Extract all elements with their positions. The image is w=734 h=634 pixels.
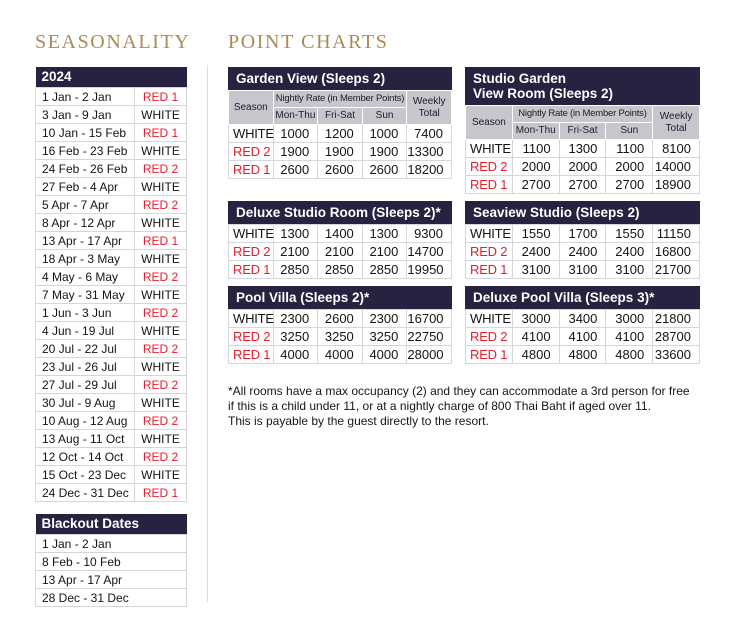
rate-cell: 3100 (606, 261, 653, 279)
rate-row (466, 140, 700, 158)
weekly-total-cell: 21800 (653, 310, 700, 328)
season-cell: RED 2 (229, 143, 274, 161)
blackout-row (36, 571, 187, 589)
date-range-cell: 13 Aug - 11 Oct (36, 430, 135, 448)
day-column-header: Sun (362, 108, 407, 125)
season-cell: WHITE (229, 310, 274, 328)
room-table-title: Studio Garden View Room (Sleeps 2) (465, 67, 700, 105)
season-cell: RED 2 (135, 160, 187, 178)
season-row (36, 178, 187, 196)
rate-cell: 1700 (559, 225, 606, 243)
rate-cell: 4100 (512, 328, 559, 346)
season-cell: WHITE (466, 225, 513, 243)
rate-cell: 1900 (362, 143, 407, 161)
rate-row (229, 143, 452, 161)
season-column-header: Season (229, 91, 274, 125)
rate-row (229, 225, 452, 243)
blackout-row (36, 535, 187, 553)
rate-row (229, 310, 452, 328)
season-cell: RED 1 (135, 88, 187, 106)
season-cell: RED 1 (229, 346, 274, 364)
rate-row (466, 346, 700, 364)
date-range-cell: 15 Oct - 23 Dec (36, 466, 135, 484)
weekly-total-cell: 7400 (407, 125, 452, 143)
rate-cell: 2000 (512, 158, 559, 176)
season-cell: WHITE (466, 310, 513, 328)
rate-cell: 2850 (362, 261, 407, 279)
rate-cell: 2600 (273, 161, 318, 179)
season-column-header: Season (466, 106, 513, 140)
rate-cell: 1400 (318, 225, 363, 243)
room-table-title: Garden View (Sleeps 2) (228, 67, 452, 90)
season-row (36, 484, 187, 502)
season-cell: RED 2 (229, 328, 274, 346)
rate-cell: 3400 (559, 310, 606, 328)
rate-cell: 2850 (273, 261, 318, 279)
season-row (36, 466, 187, 484)
rate-row (466, 158, 700, 176)
nightly-rate-header: Nightly Rate (in Member Points) (273, 91, 407, 108)
date-range-cell: 27 Feb - 4 Apr (36, 178, 135, 196)
date-range-cell: 1 Jun - 3 Jun (36, 304, 135, 322)
weekly-total-cell: 28000 (407, 346, 452, 364)
season-cell: RED 1 (135, 484, 187, 502)
season-cell: RED 2 (466, 243, 513, 261)
weekly-total-cell: 33600 (653, 346, 700, 364)
season-cell: RED 2 (466, 158, 513, 176)
table-studio-garden-view-room (465, 67, 700, 194)
season-row (36, 394, 187, 412)
rate-cell: 1300 (362, 225, 407, 243)
room-table-title: Deluxe Pool Villa (Sleeps 3)* (465, 286, 700, 309)
season-cell: WHITE (135, 466, 187, 484)
footnote-line: This is payable by the guest directly to the resort. (228, 414, 489, 428)
date-range-cell: 1 Jan - 2 Jan (36, 535, 187, 553)
nightly-rate-header: Nightly Rate (in Member Points) (512, 106, 652, 123)
footnote-line: *All rooms have a max occupancy (2) and they can accommodate a 3rd person for free (228, 384, 690, 398)
point-charts-grid (228, 67, 706, 364)
season-cell: WHITE (135, 322, 187, 340)
rate-subheader (466, 106, 700, 140)
rate-cell: 2600 (318, 161, 363, 179)
season-row (36, 430, 187, 448)
rate-cell: 2700 (559, 176, 606, 194)
season-cell: RED 1 (229, 161, 274, 179)
season-row (36, 160, 187, 178)
rate-cell: 1000 (362, 125, 407, 143)
season-cell: WHITE (135, 430, 187, 448)
rate-row (229, 125, 452, 143)
rate-cell: 2700 (606, 176, 653, 194)
weekly-total-cell: 19950 (407, 261, 452, 279)
date-range-cell: 24 Dec - 31 Dec (36, 484, 135, 502)
season-cell: RED 2 (135, 412, 187, 430)
seasonality-2024-table (35, 67, 187, 502)
weekly-total-header: Weekly Total (407, 91, 452, 125)
season-cell: RED 2 (229, 243, 274, 261)
day-column-header: Fri-Sat (559, 123, 606, 140)
season-row (36, 214, 187, 232)
rate-cell: 2100 (318, 243, 363, 261)
date-range-cell: 27 Jul - 29 Jul (36, 376, 135, 394)
rate-cell: 2100 (273, 243, 318, 261)
rate-cell: 4800 (512, 346, 559, 364)
rate-cell: 1900 (273, 143, 318, 161)
rate-cell: 3250 (273, 328, 318, 346)
season-row (36, 322, 187, 340)
weekly-total-cell: 8100 (653, 140, 700, 158)
rate-cell: 2000 (606, 158, 653, 176)
rate-row (229, 161, 452, 179)
weekly-total-cell: 14000 (653, 158, 700, 176)
rate-cell: 4000 (318, 346, 363, 364)
season-cell: RED 2 (135, 304, 187, 322)
blackout-row (36, 589, 187, 607)
rate-row (229, 261, 452, 279)
weekly-total-cell: 22750 (407, 328, 452, 346)
rate-cell: 1000 (273, 125, 318, 143)
date-range-cell: 8 Apr - 12 Apr (36, 214, 135, 232)
rate-cell: 1550 (512, 225, 559, 243)
point-charts-section (228, 31, 706, 429)
blackout-row (36, 553, 187, 571)
season-cell: WHITE (466, 140, 513, 158)
weekly-total-cell: 13300 (407, 143, 452, 161)
season-row (36, 340, 187, 358)
season-cell: WHITE (135, 394, 187, 412)
season-cell: RED 2 (135, 268, 187, 286)
rate-cell: 3000 (606, 310, 653, 328)
season-row (36, 196, 187, 214)
date-range-cell: 13 Apr - 17 Apr (36, 571, 187, 589)
rate-cell: 1100 (512, 140, 559, 158)
rate-row (466, 243, 700, 261)
day-column-header: Mon-Thu (273, 108, 318, 125)
weekly-total-cell: 21700 (653, 261, 700, 279)
rate-cell: 2300 (362, 310, 407, 328)
weekly-total-cell: 14700 (407, 243, 452, 261)
rate-cell: 1300 (559, 140, 606, 158)
date-range-cell: 7 May - 31 May (36, 286, 135, 304)
rate-cell: 3000 (512, 310, 559, 328)
season-row (36, 250, 187, 268)
season-row (36, 88, 187, 106)
date-range-cell: 8 Feb - 10 Feb (36, 553, 187, 571)
season-row (36, 376, 187, 394)
season-row (36, 412, 187, 430)
rate-cell: 1100 (606, 140, 653, 158)
rate-cell: 4000 (362, 346, 407, 364)
rate-cell: 4000 (273, 346, 318, 364)
table-garden-view (228, 67, 452, 179)
rate-cell: 3100 (559, 261, 606, 279)
rate-row (229, 328, 452, 346)
table-seaview-studio (465, 201, 700, 279)
date-range-cell: 10 Jan - 15 Feb (36, 124, 135, 142)
day-column-header: Sun (606, 123, 653, 140)
day-column-header: Mon-Thu (512, 123, 559, 140)
season-cell: WHITE (135, 142, 187, 160)
date-range-cell: 4 May - 6 May (36, 268, 135, 286)
season-cell: RED 2 (466, 328, 513, 346)
season-cell: RED 1 (135, 232, 187, 250)
weekly-total-cell: 9300 (407, 225, 452, 243)
date-range-cell: 13 Apr - 17 Apr (36, 232, 135, 250)
rate-cell: 2850 (318, 261, 363, 279)
date-range-cell: 23 Jul - 26 Jul (36, 358, 135, 376)
season-row (36, 358, 187, 376)
table-deluxe-pool-villa (465, 286, 700, 364)
weekly-total-cell: 16700 (407, 310, 452, 328)
rate-row (466, 328, 700, 346)
year-header: 2024 (36, 67, 187, 88)
rate-cell: 1200 (318, 125, 363, 143)
season-row (36, 304, 187, 322)
season-cell: RED 2 (135, 376, 187, 394)
day-column-header: Fri-Sat (318, 108, 363, 125)
season-row (36, 106, 187, 124)
rate-cell: 4800 (606, 346, 653, 364)
date-range-cell: 30 Jul - 9 Aug (36, 394, 135, 412)
season-row (36, 286, 187, 304)
rate-cell: 2300 (273, 310, 318, 328)
date-range-cell: 18 Apr - 3 May (36, 250, 135, 268)
rate-cell: 4100 (606, 328, 653, 346)
date-range-cell: 24 Feb - 26 Feb (36, 160, 135, 178)
season-cell: RED 1 (466, 176, 513, 194)
date-range-cell: 28 Dec - 31 Dec (36, 589, 187, 607)
rate-cell: 3250 (318, 328, 363, 346)
rate-row (466, 310, 700, 328)
rate-row (466, 176, 700, 194)
weekly-total-cell: 16800 (653, 243, 700, 261)
rate-cell: 4100 (559, 328, 606, 346)
rate-cell: 1550 (606, 225, 653, 243)
season-cell: WHITE (135, 250, 187, 268)
season-cell: RED 2 (135, 448, 187, 466)
point-charts-heading: POINT CHARTS (228, 31, 389, 53)
footnote-line: if this is a child under 11, or at a nightly charge of 800 Thai Baht if aged over 11. (228, 399, 651, 413)
rate-cell: 4800 (559, 346, 606, 364)
season-cell: WHITE (229, 125, 274, 143)
rate-row (229, 346, 452, 364)
weekly-total-cell: 18200 (407, 161, 452, 179)
date-range-cell: 4 Jun - 19 Jul (36, 322, 135, 340)
footnote (228, 384, 706, 429)
weekly-total-cell: 28700 (653, 328, 700, 346)
table-deluxe-studio-room (228, 201, 452, 279)
season-cell: RED 1 (466, 346, 513, 364)
weekly-total-header: Weekly Total (653, 106, 700, 140)
season-row (36, 232, 187, 250)
date-range-cell: 16 Feb - 23 Feb (36, 142, 135, 160)
rate-cell: 3100 (512, 261, 559, 279)
rate-row (229, 243, 452, 261)
date-range-cell: 5 Apr - 7 Apr (36, 196, 135, 214)
season-cell: WHITE (229, 225, 274, 243)
season-cell: RED 2 (135, 340, 187, 358)
rate-cell: 2400 (512, 243, 559, 261)
room-table-title: Deluxe Studio Room (Sleeps 2)* (228, 201, 452, 224)
season-row (36, 268, 187, 286)
season-cell: RED 1 (466, 261, 513, 279)
rate-cell: 2400 (606, 243, 653, 261)
weekly-total-cell: 11150 (653, 225, 700, 243)
season-cell: RED 1 (135, 124, 187, 142)
rate-subheader (229, 91, 452, 125)
rate-cell: 2700 (512, 176, 559, 194)
season-cell: WHITE (135, 358, 187, 376)
season-row (36, 142, 187, 160)
season-cell: WHITE (135, 214, 187, 232)
rate-cell: 2400 (559, 243, 606, 261)
seasonality-section (35, 31, 191, 607)
rate-cell: 1300 (273, 225, 318, 243)
room-table-title: Seaview Studio (Sleeps 2) (465, 201, 700, 224)
date-range-cell: 12 Oct - 14 Oct (36, 448, 135, 466)
table-pool-villa (228, 286, 452, 364)
season-row (36, 124, 187, 142)
rate-row (466, 261, 700, 279)
date-range-cell: 20 Jul - 22 Jul (36, 340, 135, 358)
rate-cell: 2100 (362, 243, 407, 261)
rate-cell: 1900 (318, 143, 363, 161)
date-range-cell: 3 Jan - 9 Jan (36, 106, 135, 124)
date-range-cell: 1 Jan - 2 Jan (36, 88, 135, 106)
blackout-header: Blackout Dates (36, 514, 187, 535)
rate-cell: 2600 (318, 310, 363, 328)
season-row (36, 448, 187, 466)
blackout-dates-table (35, 514, 187, 607)
season-cell: WHITE (135, 106, 187, 124)
rate-cell: 3250 (362, 328, 407, 346)
season-cell: WHITE (135, 178, 187, 196)
room-table-title: Pool Villa (Sleeps 2)* (228, 286, 452, 309)
section-divider (207, 65, 208, 602)
season-cell: WHITE (135, 286, 187, 304)
season-cell: RED 1 (229, 261, 274, 279)
rate-cell: 2600 (362, 161, 407, 179)
rate-row (466, 225, 700, 243)
season-cell: RED 2 (135, 196, 187, 214)
date-range-cell: 10 Aug - 12 Aug (36, 412, 135, 430)
rate-cell: 2000 (559, 158, 606, 176)
weekly-total-cell: 18900 (653, 176, 700, 194)
seasonality-heading: SEASONALITY (35, 31, 191, 53)
